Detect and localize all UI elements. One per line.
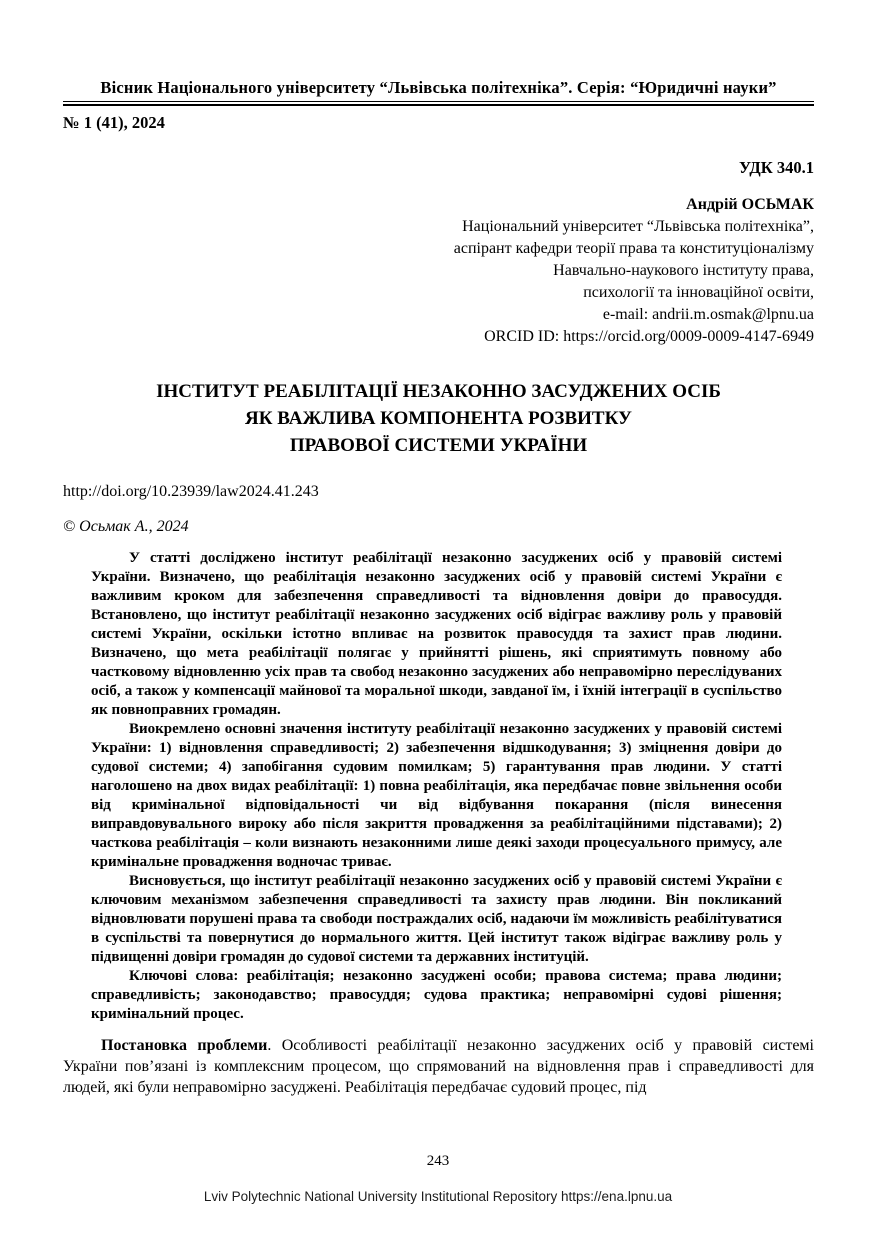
abstract-paragraph: Виокремлено основні значення інституту реабілітації незаконно засуджених у правовій системі України: 1) відновлення справедливості; 2) забезпечення відшкодування; 3) зміцнення довіри до судової системи; 4) запобігання судовим помилкам; 5) гарантування прав людини. У статті наголошено на двох видах реабілітації: 1) повна реабілітація, яка передбачає повне звільнення особи від кримінальної відповідальності чи від відбування покарання (після винесення виправдовувального вироку або після закриття провадження за реабілітаційними підставами); 2) часткова реабілітація – коли визнають незаконними лише деякі заходи процесуального примусу, але кримінальне провадження водночас триває. [91,721,782,870]
author-name: Андрій ОСЬМАК [686,196,814,213]
author-email: e-mail: andrii.m.osmak@lpnu.ua [602,306,814,323]
journal-issue-number: № 1 (41), 2024 [63,113,165,132]
article-title-line: ІНСТИТУТ РЕАБІЛІТАЦІЇ НЕЗАКОННО ЗАСУДЖЕНИХ ОСІБ [156,381,721,402]
repository-footer: Lviv Polytechnic National University Institutional Repository https://ena.lpnu.ua [203,1189,673,1204]
article-title [63,378,814,459]
author-block [63,194,814,348]
journal-header-title: Вісник Національного університету “Львівська політехніка”. Серія: “Юридичні науки” [100,78,777,97]
author-affiliation-line: Навчально-наукового інституту права, [553,262,814,279]
header-rule [63,101,814,106]
article-title-line: ЯК ВАЖЛИВА КОМПОНЕНТА РОЗВИТКУ [245,408,632,429]
section-lead: Постановка проблеми [101,1037,268,1054]
page-number: 243 [426,1153,450,1169]
abstract-paragraph: Висновується, що інститут реабілітації незаконно засуджених осіб у правовій системі України є ключовим механізмом забезпечення справедливості та захисту прав людини. Він покликаний відновлювати порушені права та свободи постраждалих осіб, надаючи їм можливість реабілітуватися в суспільстві та повернутися до нормального життя. Цей інститут також відіграє важливу роль у підвищенні довіри громадян до судової системи та державних інституцій. [91,873,782,965]
copyright-notice: © Осьмак А., 2024 [63,518,189,535]
abstract-keywords: Ключові слова: реабілітація; незаконно засуджені особи; правова система; права людини; справедливість; законодавство; правосуддя; судова практика; неправомірні судові рішення; кримінальний процес. [91,968,782,1022]
author-affiliation-line: Національний університет “Львівська політехніка”, [462,218,814,235]
author-affiliation-line: аспірант кафедри теорії права та конституціоналізму [453,240,814,257]
doi-link: http://doi.org/10.23939/law2024.41.243 [63,483,319,500]
article-title-line: ПРАВОВОЇ СИСТЕМИ УКРАЇНИ [289,435,588,456]
body-paragraph [63,1035,814,1098]
author-affiliation-line: психології та інноваційної освіти, [583,284,814,301]
body-text: . Особливості реабілітації незаконно засуджених осіб у правовій системі України пов’язані із комплексним процесом, що спрямований на відновлення прав і справедливості для людей, які були неправомірно засуджені. Реабілітація передбачає судовий процес, під [63,1037,814,1096]
udc-code: УДК 340.1 [738,158,814,177]
abstract-paragraph: У статті досліджено інститут реабілітації незаконно засуджених осіб у правовій системі України. Визначено, що реабілітація незаконно засуджених осіб у правовій системі України є важливим кроком для забезпечення справедливості та відновлення довіри до правосуддя. Встановлено, що інститут реабілітації незаконно засуджених осіб відіграє важливу роль у правовій системі України, оскільки істотно впливає на розвиток правосуддя та захист прав людини. Визначено, що мета реабілітації полягає у прийнятті рішень, які сприятимуть повному або частковому відновленню усіх прав та свобод незаконно засуджених або неправомірно переслідуваних осіб, а також у компенсації майнової та моральної шкоди, завданої їм, і їхній інтеграції в суспільство як повноправних громадян. [91,550,782,718]
abstract [91,549,782,1024]
author-orcid: ORCID ID: https://orcid.org/0009-0009-4147-6949 [484,328,814,345]
